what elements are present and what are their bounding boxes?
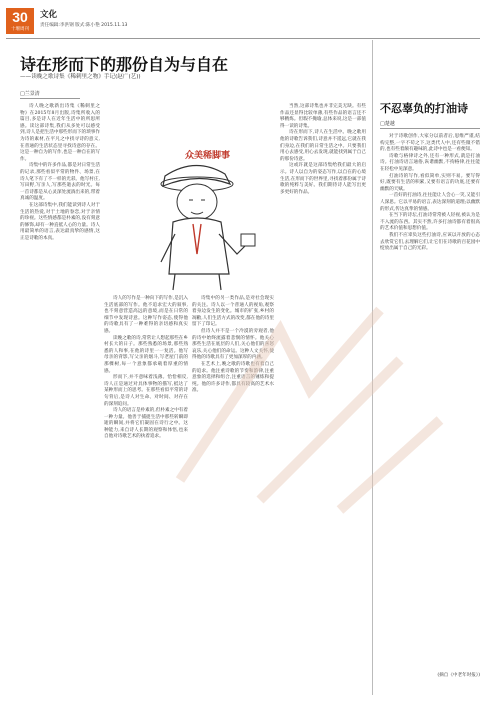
- editor-meta: 责任编辑:李洪钢 版式:陈小艳 2015.11.13: [40, 23, 128, 28]
- article-column-3: [192, 296, 274, 690]
- paragraph: 这或许就是这部诗集给我们最大的启示。诗人以自为的姿态写作,以自在的心境生活,在形而下的世界里,寻找着那份属于诗歌的纯粹与美好。我们期待诗人能写出更多更好的作品。: [280, 163, 366, 195]
- cartoon-illustration: [155, 94, 275, 294]
- paragraph: 在这部诗集中,我们能读到诗人对于生活的热爱,对于土地的眷恋,对于亲情的珍视。这些情感都是朴素的,没有刻意的修饰,却有一种直抵人心的力量。诗人用最简单的语言,表达最真挚的感情,这正是诗歌的本真。: [20, 202, 100, 241]
- paragraph: 读晚之歌的诗,常常让人想起那些在乡村长大的日子。那些熟悉的场景,那些熟悉的人和事,在他的诗里一一复活。他写母亲的背影,写父亲的烟斗,写老屋门前的那棵树,每一个意象都承载着厚重的情感。: [104, 335, 188, 374]
- paragraph: 一首好的打油诗,往往能让人会心一笑,又能引人深思。它以平易的语言,表达深刻的道理;以幽默的形式,传达真挚的情感。: [380, 193, 480, 212]
- paper-name: 十堰周刊: [6, 26, 34, 34]
- side-article-body: [380, 134, 480, 668]
- paragraph: 诗在形而下,诗人在生活中。晚之歌用他的诗歌告诉我们,诗意并不遥远,它就在我们身边,在我们的日常生活之中。只要我们用心去感受,用心去发现,就能找到属于自己的那份诗意。: [280, 130, 366, 162]
- paragraph: 在当下的诗坛,打油诗常常被人轻视,被认为是不入流的东西。其实不然,许多打油诗都有着很高的艺术价值和思想价值。: [380, 213, 480, 232]
- side-article-title: 不忍辜负的打油诗: [380, 102, 468, 115]
- paragraph: 当然,这部诗集也并非完美无缺。有些作品还显得比较单薄,有些作品的语言还不够精炼。但瑕不掩瑜,总体来说,这是一部值得一读的诗集。: [280, 104, 366, 129]
- paragraph: 诗人的写作是一种向下的写作,是沉入生活底部的写作。他不追求宏大的叙事,也不刻意营造高远的意境,而是在日常的细节中发现诗意。这种写作姿态,使得他的诗歌具有了一种难得的亲切感和真实感。: [104, 296, 188, 334]
- side-article-source: (摘自《中老年时报》): [437, 673, 480, 678]
- paragraph: 诗歌与格律诗之外,还有一种形式,就是打油诗。打油诗语言通俗,诙谐幽默,不拘格律,往往能在轻松中见深意。: [380, 153, 480, 172]
- paragraph: 形而下,并不意味着浅薄。恰恰相反,诗人正是通过对具体事物的描写,抵达了某种形而上的思考。在那些看似平常的诗句背后,是诗人对生命、对时间、对存在的深刻追问。: [104, 375, 188, 407]
- article-column-2: [104, 296, 188, 690]
- paragraph: 诗集中的另一类作品,是对社会现实的关注。诗人以一个普通人的视角,观察着身边发生的变化。城市的扩张,乡村的凋敝,人们生活方式的改变,都在他的诗里留下了印记。: [192, 296, 274, 328]
- paragraph: 诗人的语言是朴素的,但朴素之中有着一种力量。他善于捕捉生活中那些转瞬即逝的瞬间,并将它们凝固在诗行之中。这种能力,来自诗人长期的观察和体悟,也来自他对诗歌艺术的执着追求。: [104, 408, 188, 440]
- side-article-byline: □楚越: [380, 121, 395, 127]
- paragraph: 在艺术上,晚之歌的诗歌也有着自己的追求。他注重诗歌的节奏和韵律,注重意象的选择和组合,注重语言的锤炼和提纯。他的许多诗作,都具有较高的艺术水准。: [192, 361, 274, 394]
- article-column-1: [20, 104, 100, 690]
- side-byline-rule: [380, 128, 480, 129]
- byline-rule: [20, 98, 80, 99]
- column-divider: [372, 40, 373, 695]
- paragraph: 打油诗的写作,看似简单,实则不易。要写得好,既要有生活的积累,又要有语言的功底,还要有幽默的天赋。: [380, 173, 480, 192]
- article-title: 诗在形而下的那份自为与自在: [20, 55, 229, 74]
- page-number: 30: [6, 8, 34, 26]
- article-subtitle: ——读晚之歌诗集《稀刺里之物》手记(赵广(艺)): [20, 74, 141, 80]
- article-column-4: [280, 104, 366, 690]
- article-byline: □兰景清: [20, 91, 40, 97]
- paragraph: 我们不应辜负这些打油诗,应该以开放的心态去欣赏它们,去理解它们,让它们在诗歌的百花园中绽放出属于自己的光彩。: [380, 232, 480, 252]
- paragraph: 诗人晚之歌新出诗集《稀刺里之物》在2015年8月出版,诗集所收入的篇目,多是诗人在近年生活中的所思所感。读这部诗集,我们从多处可以感受到,诗人是把生活中那些形而下的琐事作为诗的素材,在平凡之中找寻诗的意义,在普通的生活状态里寻找诗意的存在。这是一种自为的写作,也是一种自在的写作。: [20, 104, 100, 162]
- illustration-caption: 众美稀脚事: [185, 151, 231, 161]
- masthead-rule: [6, 38, 480, 39]
- paragraph: 对于诗歌创作,大家分以前者后,思维严谨,结构完整,一字不苟之下,这类代人中,还有些微不错的,也有些着颇有趣味的,此诗中也是一看便知。: [380, 134, 480, 153]
- paragraph: 但诗人并不是一个冷漠的旁观者,他的诗中始终流露着悲悯的情怀。他关心那些生活在底层的人们,关心他们的喜怒哀乐,关心他们的命运。这种人文关怀,使得他的诗歌具有了更加深厚的内涵。: [192, 328, 274, 361]
- section-title: 文化: [40, 10, 58, 20]
- paragraph: 诗集中的许多作品,都是对日常生活的记录,那些看似平常的物件、场景,在诗人笔下有了不一样的光彩。他写村庄,写田野,写亲人,写那些逝去的时光。每一首诗都是从心灵深处流淌出来的,带着真诚的温度。: [20, 163, 100, 202]
